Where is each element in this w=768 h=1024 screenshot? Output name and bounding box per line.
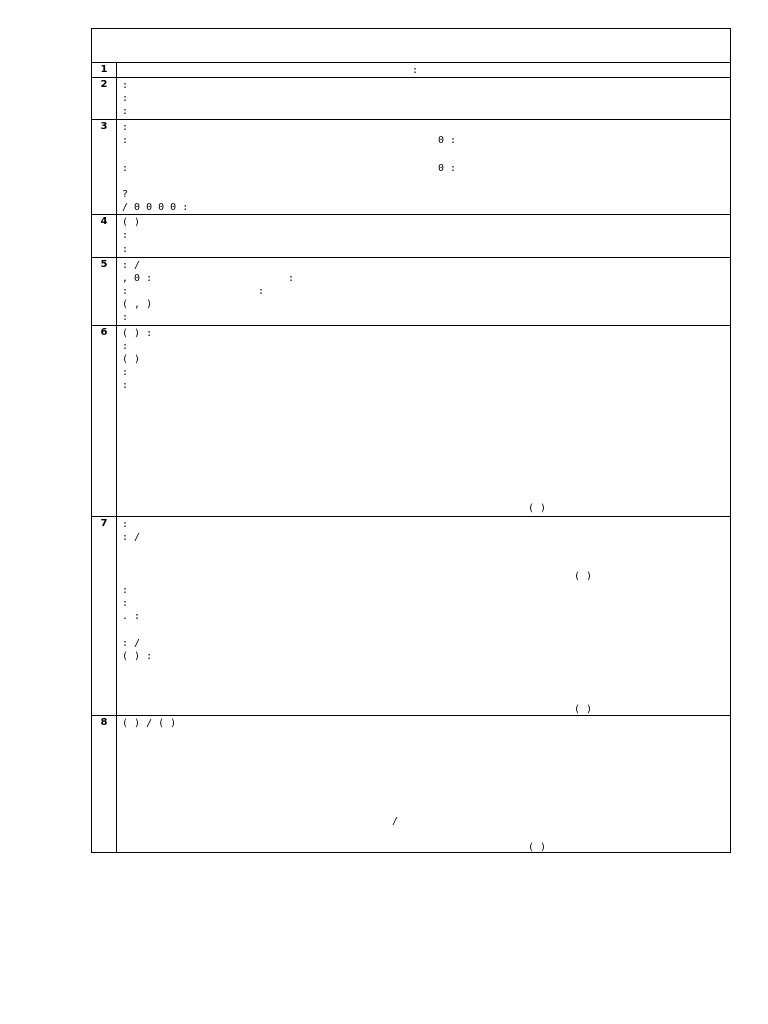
form-field-label: :	[288, 273, 295, 284]
form-field-label: :	[122, 93, 129, 104]
signature-caption: ( )	[528, 503, 547, 514]
form-field-label: :	[122, 367, 129, 378]
application-form	[91, 28, 731, 853]
form-field-label: / 0 0 0 0 :	[122, 202, 189, 213]
form-field-label: , 0 :	[122, 273, 153, 284]
section-6	[92, 326, 730, 517]
form-field-label: ( )	[122, 217, 141, 228]
form-field-label: :	[412, 65, 419, 76]
form-field-label: :	[122, 106, 129, 117]
form-field-label: :	[122, 585, 129, 596]
form-field-label: :	[122, 380, 129, 391]
section-number: 3	[100, 121, 108, 132]
form-field-label: : /	[122, 532, 141, 543]
section-number: 6	[100, 327, 108, 338]
form-header	[92, 29, 730, 63]
section-2	[92, 78, 730, 120]
form-field-label: :	[122, 163, 129, 174]
form-field-label: : /	[122, 260, 141, 271]
form-field-label: ( ) :	[122, 651, 153, 662]
form-field-label: ( , )	[122, 299, 153, 310]
signature-caption: ( )	[574, 704, 593, 715]
section-number: 4	[100, 216, 108, 227]
section-number: 7	[100, 518, 108, 529]
signature-label: /	[392, 816, 399, 827]
form-field-label: ( ) :	[122, 328, 153, 339]
form-field-label: :	[122, 80, 129, 91]
form-field-label: :	[122, 286, 129, 297]
signature-caption: ( )	[574, 571, 593, 582]
form-field-label: : /	[122, 638, 141, 649]
section-number: 8	[100, 717, 108, 728]
form-field-label: ?	[122, 189, 129, 200]
section-4	[92, 215, 730, 258]
section-number: 1	[100, 64, 108, 75]
section-7	[92, 517, 730, 716]
form-field-label: :	[122, 230, 129, 241]
section-number: 2	[100, 79, 108, 90]
form-field-label: :	[258, 286, 265, 297]
form-field-label: . :	[122, 611, 141, 622]
form-field-label: :	[122, 519, 129, 530]
signature-caption: ( )	[528, 842, 547, 853]
form-field-label: ( ) / ( )	[122, 718, 177, 729]
section-1	[92, 63, 730, 78]
form-field-label: :	[122, 312, 129, 323]
section-3	[92, 120, 730, 215]
form-field-label: 0 :	[438, 163, 457, 174]
section-number: 5	[100, 259, 108, 270]
section-5	[92, 258, 730, 326]
form-field-label: ( )	[122, 354, 141, 365]
form-field-label: 0 :	[438, 135, 457, 146]
form-field-label: :	[122, 598, 129, 609]
form-field-label: :	[122, 122, 129, 133]
form-field-label: :	[122, 341, 129, 352]
section-8	[92, 716, 730, 853]
form-field-label: :	[122, 135, 129, 146]
form-field-label: :	[122, 244, 129, 255]
